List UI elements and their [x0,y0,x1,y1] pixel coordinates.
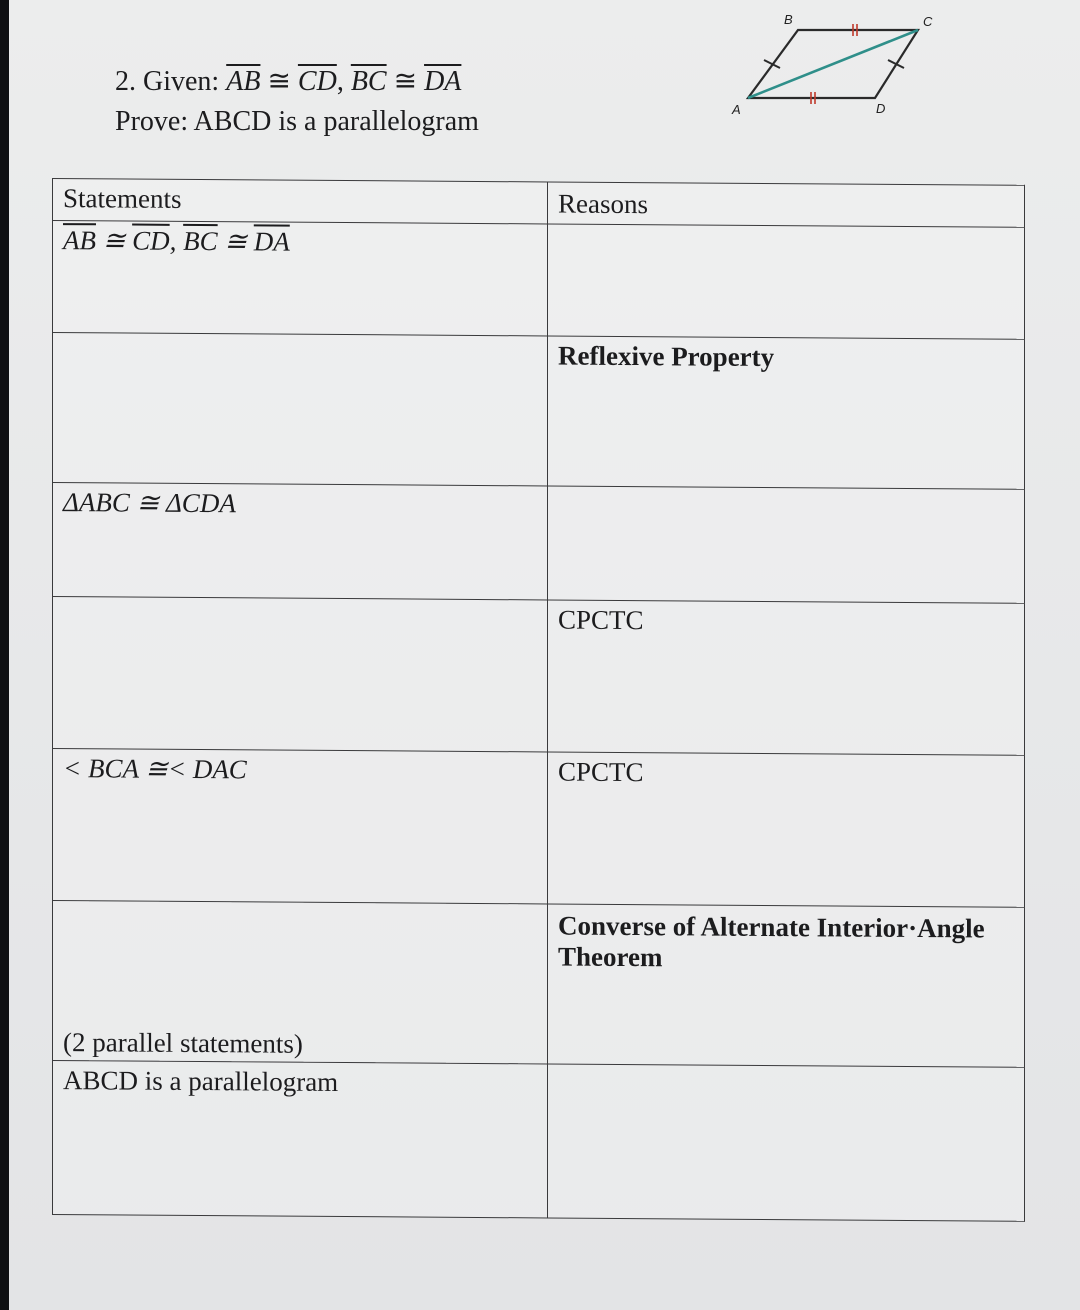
congruent-symbol: ≅ [386,66,425,97]
segment-da: $\overline{DA}$ [253,226,290,257]
separator: , [336,66,351,97]
statement-cell-7[interactable] [53,1061,548,1218]
proof-row-1 [53,221,1025,340]
reason-cell-1[interactable] [548,224,1025,339]
segment-cd: $\overline{CD}$ [297,66,337,97]
segment-bc: $\overline{BC}$ [350,66,387,97]
vertex-label-b: B [784,12,793,27]
problem-heading [115,62,479,142]
header-row [53,179,1025,228]
vertex-label-a: A [732,102,741,117]
congruent-symbol: ≅ [217,226,254,257]
reason-5-text: CPCTC [558,756,644,788]
proof-row-5 [53,749,1025,908]
reason-cell-4[interactable] [548,600,1025,755]
proof-row-4 [53,597,1025,756]
statement-6-text: (2 parallel statements) [63,1027,303,1059]
proof-row-2 [53,333,1025,490]
given-line [115,62,479,102]
segment-cd: $\overline{CD}$ [132,225,170,256]
prove-line: Prove: ABCD is a parallelogram [115,106,479,137]
reason-cell-6[interactable] [548,904,1025,1067]
parallelogram-diagram [720,8,950,123]
reasons-header: Reasons [548,182,1025,227]
statement-cell-3[interactable] [53,483,548,600]
statement-5-text: < BCA ≅< DAC [63,753,247,785]
reason-6-line-1: Converse of Alternate Interior·Angle [558,910,985,944]
given-label: 2. Given: [115,66,227,97]
proof-row-7 [53,1061,1025,1222]
segment-ab: $\overline{AB}$ [63,225,96,256]
proof-row-3 [53,483,1025,604]
reason-cell-3[interactable] [548,486,1025,603]
screen-bezel [0,0,9,1310]
segment-da: $\overline{DA}$ [424,66,462,97]
statement-cell-1[interactable] [53,221,548,336]
congruent-symbol: ≅ [96,225,133,256]
vertex-label-d: D [876,101,886,116]
statement-cell-6[interactable] [53,901,548,1064]
statement-cell-4[interactable] [53,597,548,752]
statement-cell-5[interactable] [53,749,548,904]
reason-cell-2[interactable] [548,336,1025,489]
statement-1-text [63,225,537,259]
segment-ab: $\overline{AB}$ [226,66,261,97]
reason-2-text: Reflexive Property [558,340,775,373]
vertex-label-c: C [923,14,933,29]
proof-row-6 [53,901,1025,1068]
reason-cell-7[interactable] [548,1064,1025,1221]
reason-4-text: CPCTC [558,604,644,636]
reason-6-line-2: Theorem [558,941,663,973]
proof-table [52,178,1025,1222]
reason-cell-5[interactable] [548,752,1025,907]
segment-bc: $\overline{BC}$ [183,225,218,257]
statement-cell-2[interactable] [53,333,548,486]
statement-7-text: ABCD is a parallelogram [63,1065,339,1097]
congruent-symbol: ≅ [260,66,298,97]
statement-3-text: ΔABC ≅ ΔCDA [63,487,236,519]
statements-header: Statements [53,179,548,224]
separator: , [169,225,184,256]
